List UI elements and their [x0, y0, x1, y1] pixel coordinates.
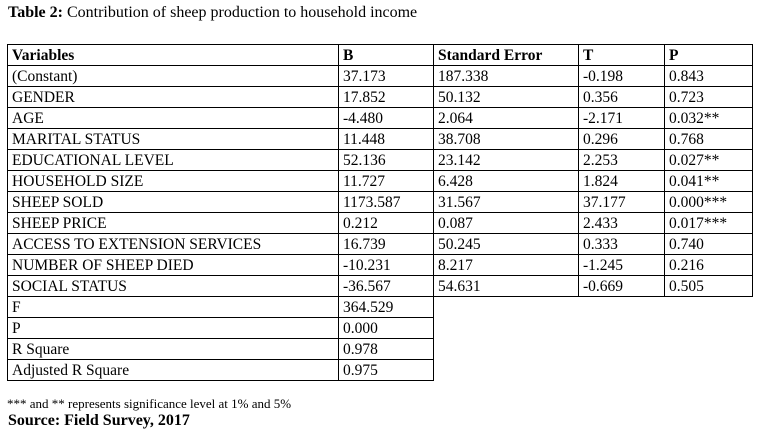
- cell-t: -1.245: [579, 255, 665, 276]
- cell-t: 2.433: [579, 213, 665, 234]
- cell-variable: (Constant): [8, 66, 339, 87]
- cell-p: 0.740: [665, 234, 753, 255]
- cell-variable: MARITAL STATUS: [8, 129, 339, 150]
- cell-se: 187.338: [434, 66, 579, 87]
- table-caption-text: Contribution of sheep production to household income: [62, 4, 418, 21]
- cell-b: 37.173: [339, 66, 434, 87]
- cell-b: 0.212: [339, 213, 434, 234]
- cell-se: 6.428: [434, 171, 579, 192]
- summary-row-p: [8, 318, 753, 339]
- cell-b: 16.739: [339, 234, 434, 255]
- table-row: [8, 87, 753, 108]
- cell-t: -0.669: [579, 276, 665, 297]
- header-standard-error: Standard Error: [434, 45, 579, 66]
- cell-se: 2.064: [434, 108, 579, 129]
- table-row: [8, 234, 753, 255]
- cell-variable: HOUSEHOLD SIZE: [8, 171, 339, 192]
- cell-p: 0.032**: [665, 108, 753, 129]
- cell-p: 0.041**: [665, 171, 753, 192]
- summary-label: R Square: [8, 339, 339, 360]
- summary-label: F: [8, 297, 339, 318]
- cell-variable: EDUCATIONAL LEVEL: [8, 150, 339, 171]
- cell-b: 52.136: [339, 150, 434, 171]
- regression-table: [7, 44, 753, 381]
- table-row: [8, 129, 753, 150]
- cell-t: 2.253: [579, 150, 665, 171]
- summary-label: Adjusted R Square: [8, 360, 339, 381]
- cell-se: 38.708: [434, 129, 579, 150]
- summary-blank: [434, 297, 753, 318]
- cell-variable: ACCESS TO EXTENSION SERVICES: [8, 234, 339, 255]
- cell-b: 17.852: [339, 87, 434, 108]
- cell-t: 1.824: [579, 171, 665, 192]
- cell-b: 11.727: [339, 171, 434, 192]
- table-caption-label: Table 2:: [8, 4, 63, 21]
- header-t: T: [579, 45, 665, 66]
- table-row: [8, 66, 753, 87]
- cell-se: 8.217: [434, 255, 579, 276]
- cell-se: 50.132: [434, 87, 579, 108]
- cell-t: -2.171: [579, 108, 665, 129]
- table-row: [8, 276, 753, 297]
- cell-p: 0.216: [665, 255, 753, 276]
- source-line: Source: Field Survey, 2017: [8, 412, 190, 429]
- cell-variable: SHEEP PRICE: [8, 213, 339, 234]
- header-b: B: [339, 45, 434, 66]
- cell-variable: AGE: [8, 108, 339, 129]
- significance-note: *** and ** represents significance level at 1% and 5%: [7, 396, 292, 411]
- summary-value: 0.975: [339, 360, 434, 381]
- cell-variable: SOCIAL STATUS: [8, 276, 339, 297]
- table-row: [8, 255, 753, 276]
- cell-variable: NUMBER OF SHEEP DIED: [8, 255, 339, 276]
- summary-label: P: [8, 318, 339, 339]
- cell-b: -10.231: [339, 255, 434, 276]
- cell-p: 0.768: [665, 129, 753, 150]
- cell-b: -4.480: [339, 108, 434, 129]
- cell-se: 50.245: [434, 234, 579, 255]
- header-variables: Variables: [8, 45, 339, 66]
- cell-b: 1173.587: [339, 192, 434, 213]
- summary-row-r-square: [8, 339, 753, 360]
- cell-variable: GENDER: [8, 87, 339, 108]
- cell-t: -0.198: [579, 66, 665, 87]
- table-row: [8, 108, 753, 129]
- header-p: P: [665, 45, 753, 66]
- cell-se: 31.567: [434, 192, 579, 213]
- table-row: [8, 192, 753, 213]
- cell-t: 0.333: [579, 234, 665, 255]
- cell-variable: SHEEP SOLD: [8, 192, 339, 213]
- cell-t: 0.296: [579, 129, 665, 150]
- cell-p: 0.017***: [665, 213, 753, 234]
- summary-blank: [434, 318, 753, 339]
- cell-se: 23.142: [434, 150, 579, 171]
- summary-row-f: [8, 297, 753, 318]
- cell-se: 54.631: [434, 276, 579, 297]
- summary-value: 0.000: [339, 318, 434, 339]
- table-row: [8, 171, 753, 192]
- table-row: [8, 213, 753, 234]
- cell-p: 0.027**: [665, 150, 753, 171]
- summary-row-adjusted-r-square: [8, 360, 753, 381]
- cell-p: 0.723: [665, 87, 753, 108]
- table-header-row: [8, 45, 753, 66]
- cell-se: 0.087: [434, 213, 579, 234]
- summary-value: 364.529: [339, 297, 434, 318]
- cell-p: 0.505: [665, 276, 753, 297]
- table-caption: [8, 3, 417, 23]
- cell-b: 11.448: [339, 129, 434, 150]
- cell-t: 37.177: [579, 192, 665, 213]
- cell-t: 0.356: [579, 87, 665, 108]
- cell-p: 0.843: [665, 66, 753, 87]
- summary-value: 0.978: [339, 339, 434, 360]
- cell-p: 0.000***: [665, 192, 753, 213]
- table-row: [8, 150, 753, 171]
- summary-blank: [434, 339, 753, 360]
- cell-b: -36.567: [339, 276, 434, 297]
- summary-blank: [434, 360, 753, 381]
